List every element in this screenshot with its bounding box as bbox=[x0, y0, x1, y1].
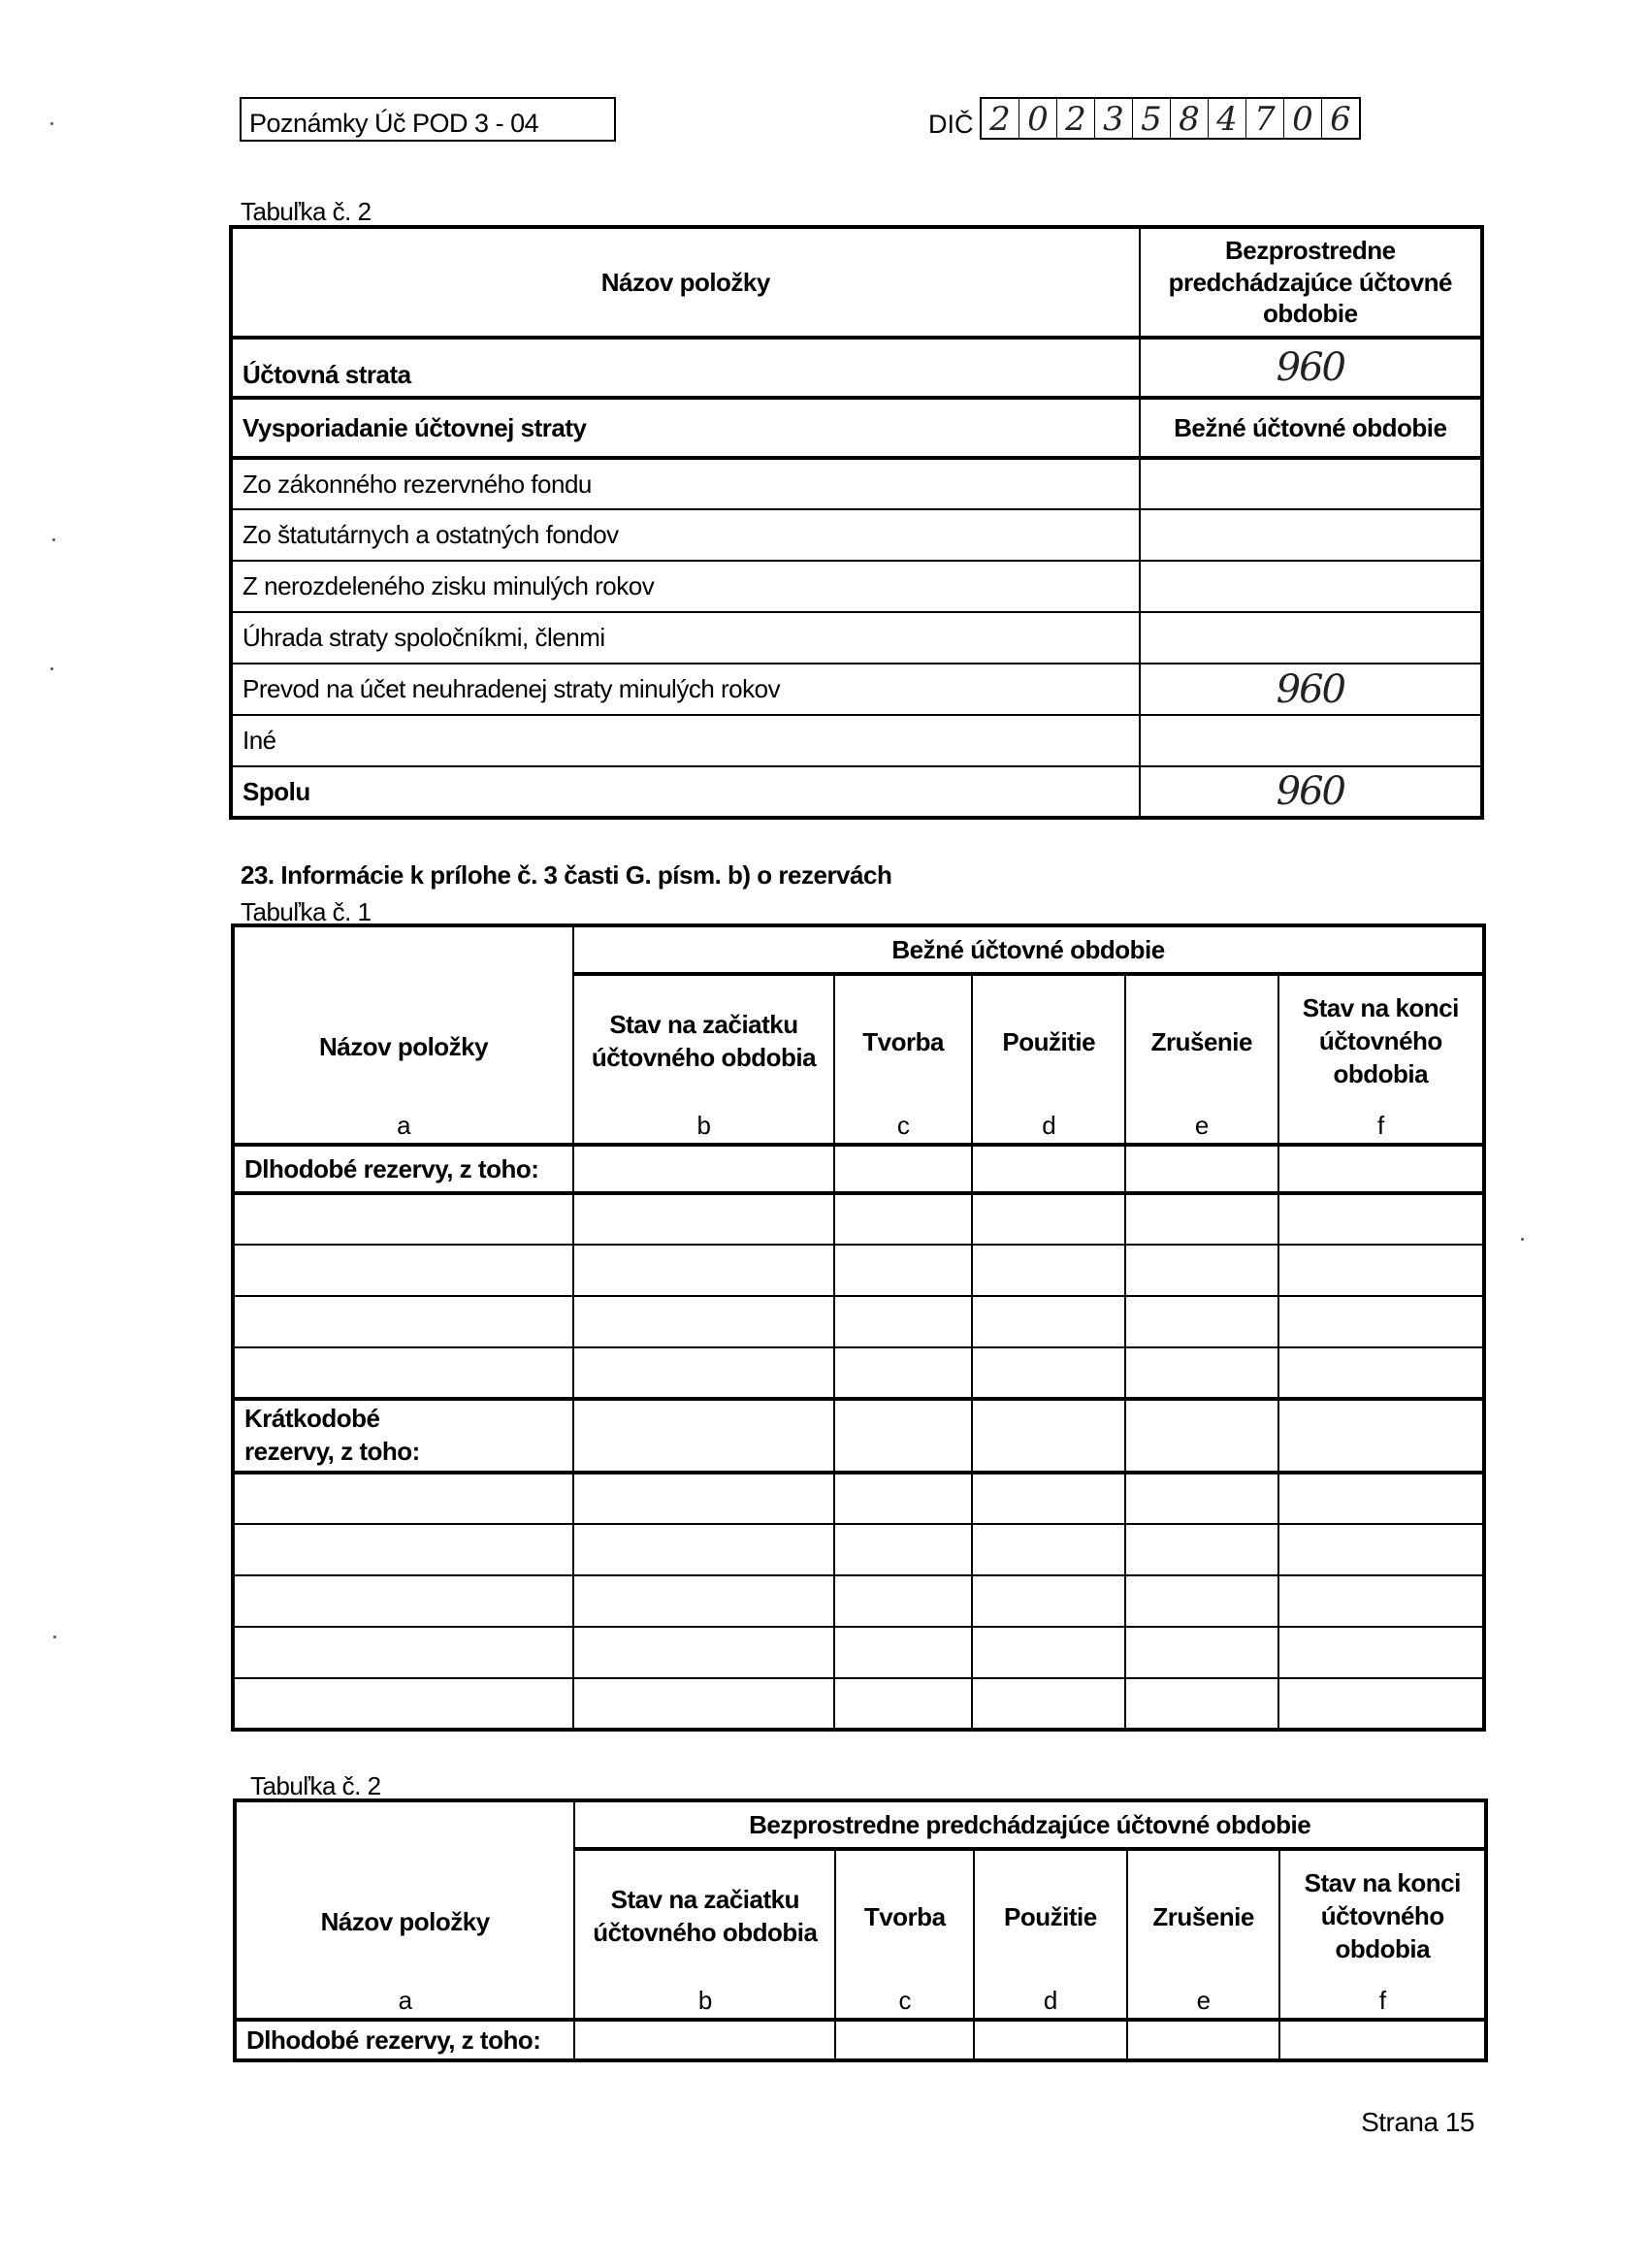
cell[interactable] bbox=[573, 1473, 834, 1524]
dic-field[interactable] bbox=[980, 97, 1361, 140]
letter-c: c bbox=[835, 1983, 974, 2020]
col-opening-balance: Stav na začiatku účtovného obdobia bbox=[574, 1849, 835, 1983]
cell[interactable] bbox=[972, 1193, 1125, 1245]
cell[interactable] bbox=[972, 1473, 1125, 1524]
dic-digit[interactable]: 3 bbox=[1095, 99, 1133, 138]
cell[interactable] bbox=[1278, 1245, 1484, 1296]
cell[interactable] bbox=[1125, 1473, 1278, 1524]
cell[interactable] bbox=[972, 1145, 1125, 1193]
cell[interactable] bbox=[233, 1245, 573, 1296]
cell[interactable] bbox=[972, 1627, 1125, 1678]
reserves-table-1-caption: Tabuľka č. 1 bbox=[241, 897, 372, 926]
cell[interactable] bbox=[233, 1524, 573, 1575]
row-value[interactable] bbox=[1140, 612, 1482, 664]
page-number: Strana 15 bbox=[1361, 2107, 1474, 2137]
row-value[interactable]: 960 bbox=[1140, 664, 1482, 715]
row-value[interactable] bbox=[1140, 509, 1482, 561]
col-usage: Použitie bbox=[974, 1849, 1127, 1983]
cell[interactable] bbox=[573, 1347, 834, 1399]
cell[interactable] bbox=[972, 1399, 1125, 1473]
cell[interactable] bbox=[972, 1575, 1125, 1627]
dic-digit[interactable]: 0 bbox=[1284, 99, 1322, 138]
cell[interactable] bbox=[834, 1296, 973, 1347]
col-cancellation: Zrušenie bbox=[1125, 974, 1278, 1108]
cell[interactable] bbox=[573, 1399, 834, 1473]
loss-settlement-table bbox=[229, 225, 1484, 820]
cell[interactable] bbox=[573, 1678, 834, 1730]
cell[interactable] bbox=[1125, 1296, 1278, 1347]
cell[interactable] bbox=[834, 1524, 973, 1575]
cell[interactable] bbox=[233, 1347, 573, 1399]
letter-d: d bbox=[974, 1983, 1127, 2020]
cell[interactable] bbox=[1125, 1245, 1278, 1296]
cell[interactable] bbox=[233, 1193, 573, 1245]
cell[interactable] bbox=[1278, 1678, 1484, 1730]
cell[interactable] bbox=[1278, 1627, 1484, 1678]
cell[interactable] bbox=[834, 1473, 973, 1524]
cell[interactable] bbox=[972, 1296, 1125, 1347]
letter-d: d bbox=[972, 1108, 1125, 1145]
cell[interactable] bbox=[573, 1296, 834, 1347]
letter-f: f bbox=[1279, 1983, 1486, 2020]
row-label: Úhrada straty spoločníkmi, členmi bbox=[231, 612, 1140, 664]
scan-speck bbox=[53, 1636, 56, 1638]
cell[interactable] bbox=[233, 1678, 573, 1730]
col-usage: Použitie bbox=[972, 974, 1125, 1108]
period-header: Bezprostredne predchádzajúce účtovné obdobie bbox=[574, 1800, 1486, 1849]
cell[interactable] bbox=[233, 1296, 573, 1347]
cell[interactable] bbox=[1125, 1145, 1278, 1193]
short-term-label: Krátkodobé rezervy, z toho: bbox=[233, 1399, 573, 1473]
cell[interactable] bbox=[972, 1347, 1125, 1399]
cell[interactable] bbox=[1278, 1575, 1484, 1627]
cell[interactable] bbox=[1125, 1575, 1278, 1627]
cell[interactable] bbox=[1278, 1399, 1484, 1473]
cell[interactable] bbox=[834, 1347, 973, 1399]
scan-speck bbox=[1521, 1238, 1524, 1241]
letter-b: b bbox=[574, 1983, 835, 2020]
cell[interactable] bbox=[573, 1245, 834, 1296]
col-cancellation: Zrušenie bbox=[1127, 1849, 1280, 1983]
col-item-header: Názov položky bbox=[231, 227, 1140, 338]
cell[interactable] bbox=[835, 2020, 974, 2060]
reserves-table-previous-period bbox=[233, 1798, 1488, 2062]
cell[interactable] bbox=[1278, 1347, 1484, 1399]
row-label: Zo zákonného rezervného fondu bbox=[231, 458, 1140, 509]
cell[interactable] bbox=[233, 1473, 573, 1524]
cell[interactable] bbox=[573, 1627, 834, 1678]
form-code-box bbox=[240, 97, 616, 142]
letter-c: c bbox=[834, 1108, 973, 1145]
dic-digit[interactable]: 7 bbox=[1246, 99, 1284, 138]
cell[interactable] bbox=[1279, 2020, 1486, 2060]
cell[interactable] bbox=[1278, 1145, 1484, 1193]
cell[interactable] bbox=[1125, 1524, 1278, 1575]
row-value[interactable] bbox=[1140, 715, 1482, 766]
reserves-table-2-caption: Tabuľka č. 2 bbox=[250, 1771, 381, 1800]
col-opening-balance: Stav na začiatku účtovného obdobia bbox=[573, 974, 834, 1108]
cell[interactable] bbox=[834, 1678, 973, 1730]
col-creation: Tvorba bbox=[835, 1849, 974, 1983]
settlement-label: Vysporiadanie účtovnej straty bbox=[231, 398, 1140, 458]
dic-digit[interactable]: 2 bbox=[1057, 99, 1095, 138]
cell[interactable] bbox=[1125, 1347, 1278, 1399]
cell[interactable] bbox=[834, 1575, 973, 1627]
dic-digit[interactable]: 5 bbox=[1133, 99, 1171, 138]
scan-speck bbox=[50, 122, 53, 125]
cell[interactable] bbox=[974, 2020, 1127, 2060]
cell[interactable] bbox=[1125, 1627, 1278, 1678]
cell[interactable] bbox=[972, 1524, 1125, 1575]
long-term-label: Dlhodobé rezervy, z toho: bbox=[235, 2020, 574, 2060]
col-prev-period-header: Bezprostredne predchádzajúce účtovné obdobie bbox=[1140, 227, 1482, 338]
cell[interactable] bbox=[573, 1145, 834, 1193]
cell[interactable] bbox=[1278, 1473, 1484, 1524]
dic-digit[interactable]: 2 bbox=[982, 99, 1019, 138]
row-label: Zo štatutárnych a ostatných fondov bbox=[231, 509, 1140, 561]
letter-e: e bbox=[1127, 1983, 1280, 2020]
total-label: Spolu bbox=[231, 766, 1140, 818]
col-creation: Tvorba bbox=[834, 974, 973, 1108]
cell[interactable] bbox=[233, 1575, 573, 1627]
dic-digit[interactable]: 8 bbox=[1171, 99, 1209, 138]
col-closing-balance: Stav na konci účtovného obdobia bbox=[1279, 1849, 1486, 1983]
dic-digit[interactable]: 4 bbox=[1209, 99, 1246, 138]
cell[interactable] bbox=[834, 1245, 973, 1296]
cell[interactable] bbox=[972, 1245, 1125, 1296]
letter-e: e bbox=[1125, 1108, 1278, 1145]
row-value[interactable] bbox=[1140, 458, 1482, 509]
total-value[interactable]: 960 bbox=[1140, 766, 1482, 818]
period-header: Bežné účtovné obdobie bbox=[573, 925, 1484, 974]
cell[interactable] bbox=[1278, 1296, 1484, 1347]
cell[interactable] bbox=[834, 1145, 973, 1193]
cell[interactable] bbox=[1127, 2020, 1280, 2060]
scan-speck bbox=[52, 538, 55, 541]
scan-speck bbox=[50, 667, 53, 670]
cell[interactable] bbox=[574, 2020, 835, 2060]
cell[interactable] bbox=[1125, 1193, 1278, 1245]
cell[interactable] bbox=[972, 1678, 1125, 1730]
row-label: Prevod na účet neuhradenej straty minulých rokov bbox=[231, 664, 1140, 715]
reserves-table-current-period bbox=[231, 923, 1486, 1732]
cell[interactable] bbox=[834, 1627, 973, 1678]
cell[interactable] bbox=[573, 1524, 834, 1575]
cell[interactable] bbox=[1278, 1524, 1484, 1575]
cell[interactable] bbox=[834, 1193, 973, 1245]
row-label: Iné bbox=[231, 715, 1140, 766]
form-code: Poznámky Úč POD 3 - 04 bbox=[249, 109, 539, 138]
dic-label: DIČ bbox=[928, 110, 974, 139]
col-closing-balance: Stav na konci účtovného obdobia bbox=[1278, 974, 1484, 1108]
dic-digit[interactable]: 6 bbox=[1330, 100, 1351, 139]
cell[interactable] bbox=[573, 1193, 834, 1245]
cell[interactable] bbox=[1125, 1399, 1278, 1473]
cell[interactable] bbox=[573, 1575, 834, 1627]
cell[interactable] bbox=[834, 1399, 973, 1473]
col-item-header: Názov položky bbox=[233, 925, 573, 1108]
loss-table-caption: Tabuľka č. 2 bbox=[241, 197, 372, 226]
section-23-title: 23. Informácie k prílohe č. 3 časti G. písm. b) o rezervách bbox=[241, 860, 892, 890]
letter-b: b bbox=[573, 1108, 834, 1145]
cell[interactable] bbox=[233, 1627, 573, 1678]
col-item-header: Názov položky bbox=[235, 1800, 574, 1983]
loss-row-label: Účtovná strata bbox=[231, 338, 1140, 398]
row-label: Z nerozdeleného zisku minulých rokov bbox=[231, 561, 1140, 612]
letter-f: f bbox=[1278, 1108, 1484, 1145]
loss-row-value[interactable]: 960 bbox=[1140, 338, 1482, 398]
dic-digit[interactable]: 0 bbox=[1019, 99, 1057, 138]
row-value[interactable] bbox=[1140, 561, 1482, 612]
long-term-label: Dlhodobé rezervy, z toho: bbox=[233, 1145, 573, 1193]
cell[interactable] bbox=[1125, 1678, 1278, 1730]
settlement-period: Bežné účtovné obdobie bbox=[1140, 398, 1482, 458]
cell[interactable] bbox=[1278, 1193, 1484, 1245]
letter-a: a bbox=[235, 1983, 574, 2020]
letter-a: a bbox=[233, 1108, 573, 1145]
